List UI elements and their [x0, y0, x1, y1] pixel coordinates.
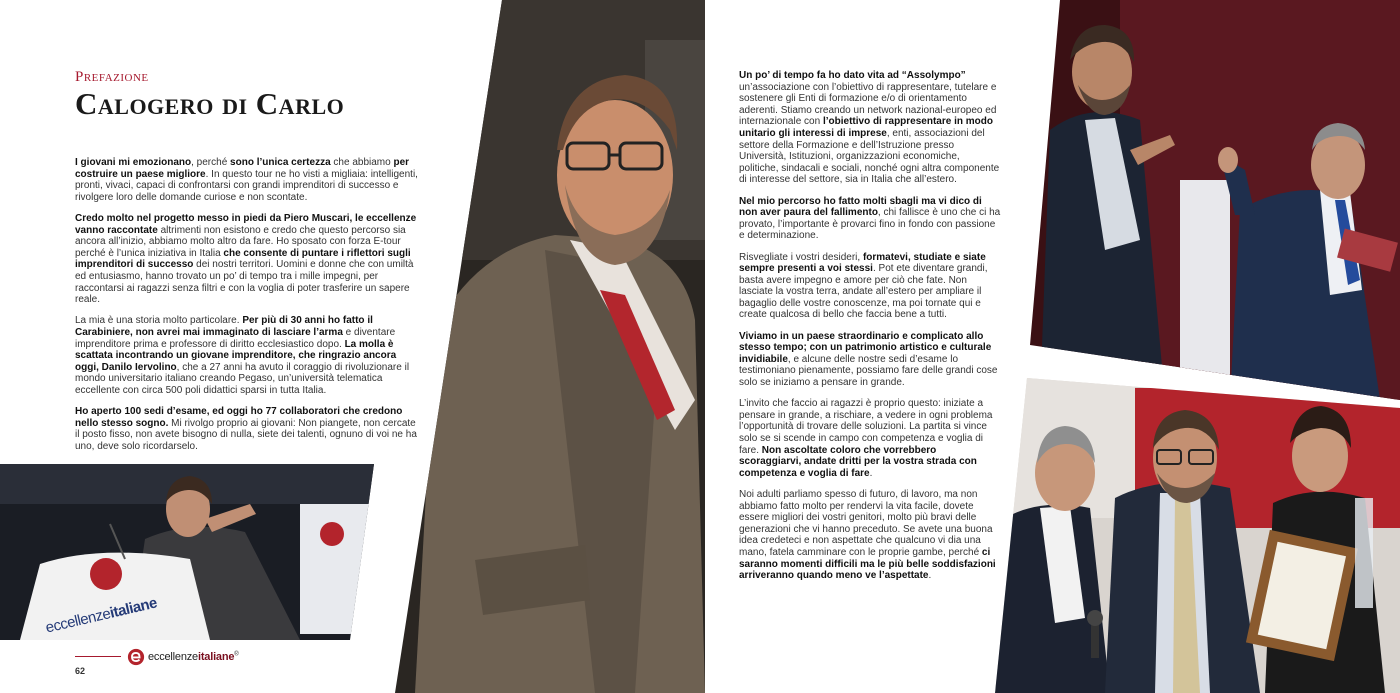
paragraph: I giovani mi emozionano, perché sono l’unica certezza che abbiamo per costruire un paese migliore. In questo tour ne ho visti a migliaia: intelligenti, pronti, vivaci, capaci di confrontarsi con grandi imprenditori di successo e rivolgere loro delle domande curiose e non scontate.: [75, 157, 418, 203]
folio-rule: [75, 656, 121, 657]
right-text-column: [739, 70, 1001, 591]
paragraph: Un po’ di tempo fa ho dato vita ad “Assolympo” un’associazione con l’obiettivo di rappresentare, tutelare e sostenere gli Enti di formazione e/o di orientamento aderenti. Stiamo creando un network nazional-europeo ed internazionale con l’obiettivo di rappresentare in modo unitario gli interessi di imprese, enti, associazioni del settore della Formazione e dell’Istruzione presso Università, Istituzioni, organizzazioni economiche, politiche, sindacali e sociali, nonché ogni altra componente di interesse del settore, sia in Italia che all’estero.: [739, 70, 1000, 186]
podium-logo-text: eccellenzeitaliane: [44, 594, 159, 637]
paragraph: Nel mio percorso ho fatto molti sbagli ma vi dico di non aver paura del fallimento, chi fallisce è uno che ci ha provato, l’importante è provarci fino in fondo con passione e determinazione.: [739, 195, 1001, 242]
left-text-column: [75, 157, 420, 462]
paragraph: Noi adulti parliamo spesso di futuro, di lavoro, ma non abbiamo fatto molto per rendervi la vita facile, dovete essere migliori dei vostri genitori, molto più bravi delle generazioni che vi hanno preceduto. Se avete una buona idea credeteci e non aspettate che qualcuno vi dia una mano, fatela camminare con le proprie gambe, perché ci saranno momenti difficili ma le più belle soddisfazioni arriveranno quando meno ve l’aspettate.: [739, 488, 996, 582]
portrait-photo: [395, 0, 705, 693]
paragraph: La mia è una storia molto particolare. Per più di 30 anni ho fatto il Carabiniere, non avrei mai immaginato di lasciare l’arma e diventare imprenditore prima e professore di diritto ecclesiastico dopo. La molla è scattata incontrando un giovane imprenditore, che ringrazio ancora oggi, Danilo Iervolino, che a 27 anni ha avuto il coraggio di rivoluzionare il mondo universitario italiano creando Pegaso, un’università telematica eccellente con circa 500 poli didattici sparsi in tutta Italia.: [75, 315, 410, 396]
brand-logo-icon: [127, 648, 145, 666]
podium-speech-photo: [0, 464, 374, 640]
paragraph: Credo molto nel progetto messo in piedi da Piero Muscari, le eccellenze vanno raccontate altrimenti non esistono e credo che questo percorso sia ancora all’inizio, abbiamo molto altro da fare. Ho sposato con forza E-tour perché è l’unica iniziativa in Italia che consente di puntare i riflettori sugli imprenditori di successo dei nostri territori. Uomini e donne che con umiltà ed entusiasmo, hanno trovato un po’ di tempo tra i mille impegni, per raccontarsi ai ragazzi senza filtri e con la voglia di poter trasferire un sapere reale.: [75, 212, 417, 306]
paragraph: L’invito che faccio ai ragazzi è proprio questo: iniziate a pensare in grande, a rischiare, a vedere in ogni problema l’opportunità di trovare delle soluzioni. La partita si vince solo se si scende in campo con competenza e voglia di fare. Non ascoltate coloro che vorrebbero scoraggiarvi, andate dritti per la vostra strada con competenza e voglia di fare.: [739, 398, 993, 479]
paragraph: Ho aperto 100 sedi d’esame, ed oggi ho 77 collaboratori che credono nello stesso sogno. Mi rivolgo proprio ai giovani: Non piangete, non cercate il posto fisso, non avete bisogno di nulla, siete dei talenti, ognuno di voi ne ha uno, deve solo ricordarselo.: [75, 406, 417, 452]
award-group-photo: [995, 378, 1400, 693]
stage-handshake-photo: [1030, 0, 1400, 400]
paragraph: Risvegliate i vostri desideri, formatevi, studiate e siate sempre presenti a voi stessi. Pot ete diventare grandi, basta avere impegno e amore per ciò che fate. Non lasciate la vostra terra, andate all’estero per ampliare il bagaglio delle vostre conoscenze, ma poi tornate qui e create qualcosa di bello che faccia bene a tutti.: [739, 251, 988, 321]
section-kicker: Prefazione: [75, 69, 149, 85]
page-title: Calogero di Carlo: [75, 86, 345, 121]
brand-footer: [127, 647, 239, 667]
brand-name: eccellenzeitaliane®: [148, 651, 239, 663]
page-number: 62: [75, 666, 86, 676]
paragraph: Viviamo in un paese straordinario e complicato allo stesso tempo; con un patrimonio artistico e culturale invidiabile, e alcune delle nostre sedi d’esame lo testimoniano pienamente, possiamo fare delle grandi cose solo se iniziamo a pensare in grande.: [739, 330, 998, 389]
